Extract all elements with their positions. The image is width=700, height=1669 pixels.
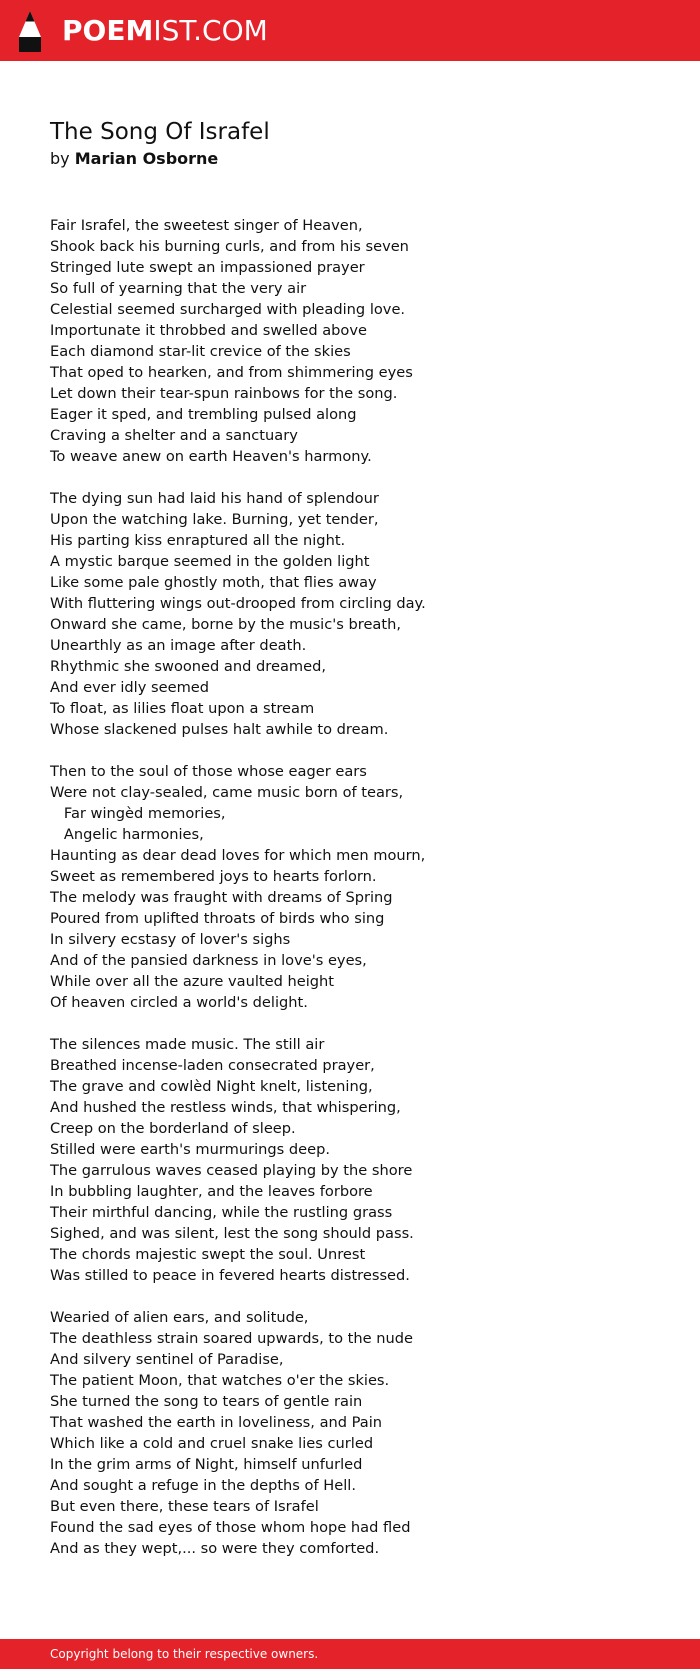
poem-line: She turned the song to tears of gentle rain <box>50 1393 363 1410</box>
poem-line: Celestial seemed surcharged with pleading love. <box>50 301 406 318</box>
poem-body <box>50 215 670 1559</box>
poem-line: Sighed, and was silent, lest the song should pass. <box>50 1225 414 1242</box>
poem-line: Sweet as remembered joys to hearts forlorn. <box>50 868 377 885</box>
poem-line: Unearthly as an image after death. <box>50 637 307 654</box>
poem-line: Let down their tear-spun rainbows for the song. <box>50 385 398 402</box>
poem-author[interactable]: Marian Osborne <box>74 149 219 168</box>
logo-bold-part: POEM <box>62 14 154 47</box>
poem-line: That washed the earth in loveliness, and Pain <box>50 1414 383 1431</box>
poem-line: Wearied of alien ears, and solitude, <box>50 1309 309 1326</box>
poem-line: Far wingèd memories, <box>50 805 226 822</box>
poem-line: And silvery sentinel of Paradise, <box>50 1351 284 1368</box>
poem-byline <box>50 148 670 170</box>
poem-content <box>50 116 670 1559</box>
footer-copyright: Copyright belong to their respective owners. <box>50 1647 319 1661</box>
poem-line: And hushed the restless winds, that whispering, <box>50 1099 401 1116</box>
poem-line: Rhythmic she swooned and dreamed, <box>50 658 326 675</box>
poem-line: Then to the soul of those whose eager ears <box>50 763 367 780</box>
poem-line: The chords majestic swept the soul. Unrest <box>50 1246 366 1263</box>
poem-line: But even there, these tears of Israfel <box>50 1498 319 1515</box>
poem-line: Poured from uplifted throats of birds who sing <box>50 910 385 927</box>
poem-line: And sought a refuge in the depths of Hell. <box>50 1477 356 1494</box>
poem-line: The dying sun had laid his hand of splendour <box>50 490 379 507</box>
poem-line: A mystic barque seemed in the golden light <box>50 553 370 570</box>
site-logo-link[interactable] <box>18 9 268 53</box>
poem-line: In silvery ecstasy of lover's sighs <box>50 931 291 948</box>
poem-title: The Song Of Israfel <box>50 119 270 145</box>
poem-line: His parting kiss enraptured all the night. <box>50 532 346 549</box>
stanza-break <box>50 1286 670 1307</box>
poem-line: The melody was fraught with dreams of Spring <box>50 889 393 906</box>
poem-line: The grave and cowlèd Night knelt, listening, <box>50 1078 373 1095</box>
poem-line: Stilled were earth's murmurings deep. <box>50 1141 330 1158</box>
poem-line: To float, as lilies float upon a stream <box>50 700 315 717</box>
poem-line: So full of yearning that the very air <box>50 280 307 297</box>
poem-line: Which like a cold and cruel snake lies curled <box>50 1435 374 1452</box>
poem-line: Found the sad eyes of those whom hope had fled <box>50 1519 411 1536</box>
stanza-break <box>50 467 670 488</box>
poem-line: Each diamond star-lit crevice of the skies <box>50 343 351 360</box>
poem-line: Were not clay-sealed, came music born of tears, <box>50 784 404 801</box>
poem-line: In bubbling laughter, and the leaves forbore <box>50 1183 373 1200</box>
poem-line: Onward she came, borne by the music's breath, <box>50 616 401 633</box>
stanza-break <box>50 1013 670 1034</box>
poem-line: Like some pale ghostly moth, that flies away <box>50 574 377 591</box>
logo-light-part: IST.COM <box>153 14 268 47</box>
poem-line: Importunate it throbbed and swelled above <box>50 322 367 339</box>
site-logo-text <box>62 14 268 47</box>
poem-line: The garrulous waves ceased playing by the shore <box>50 1162 413 1179</box>
pencil-tip-icon <box>18 10 42 53</box>
poem-line: Eager it sped, and trembling pulsed along <box>50 406 357 423</box>
poem-line: Angelic harmonies, <box>50 826 204 843</box>
poem-line: Fair Israfel, the sweetest singer of Heaven, <box>50 217 363 234</box>
poem-line: Stringed lute swept an impassioned prayer <box>50 259 365 276</box>
site-header <box>0 0 700 61</box>
poem-line: That oped to hearken, and from shimmering eyes <box>50 364 413 381</box>
poem-line: Of heaven circled a world's delight. <box>50 994 308 1011</box>
poem-line: Shook back his burning curls, and from his seven <box>50 238 409 255</box>
poem-line: Breathed incense-laden consecrated prayer, <box>50 1057 375 1074</box>
stanza-break <box>50 740 670 761</box>
poem-line: The patient Moon, that watches o'er the skies. <box>50 1372 390 1389</box>
poem-line: While over all the azure vaulted height <box>50 973 335 990</box>
poem-line: Upon the watching lake. Burning, yet tender, <box>50 511 379 528</box>
poem-line: The silences made music. The still air <box>50 1036 325 1053</box>
poem-line: To weave anew on earth Heaven's harmony. <box>50 448 372 465</box>
poem-line: The deathless strain soared upwards, to the nude <box>50 1330 413 1347</box>
poem-line: In the grim arms of Night, himself unfurled <box>50 1456 363 1473</box>
poem-line: With fluttering wings out-drooped from circling day. <box>50 595 426 612</box>
poem-line: Creep on the borderland of sleep. <box>50 1120 296 1137</box>
poem-line: And as they wept,... so were they comforted. <box>50 1540 380 1557</box>
poem-line: Their mirthful dancing, while the rustling grass <box>50 1204 393 1221</box>
poem-line: And ever idly seemed <box>50 679 210 696</box>
byline-by-label: by <box>50 149 70 168</box>
poem-line: Craving a shelter and a sanctuary <box>50 427 298 444</box>
poem-line: Was stilled to peace in fevered hearts distressed. <box>50 1267 410 1284</box>
poem-line: Haunting as dear dead loves for which men mourn, <box>50 847 426 864</box>
site-footer <box>0 1639 700 1669</box>
poem-line: Whose slackened pulses halt awhile to dream. <box>50 721 389 738</box>
poem-line: And of the pansied darkness in love's eyes, <box>50 952 367 969</box>
